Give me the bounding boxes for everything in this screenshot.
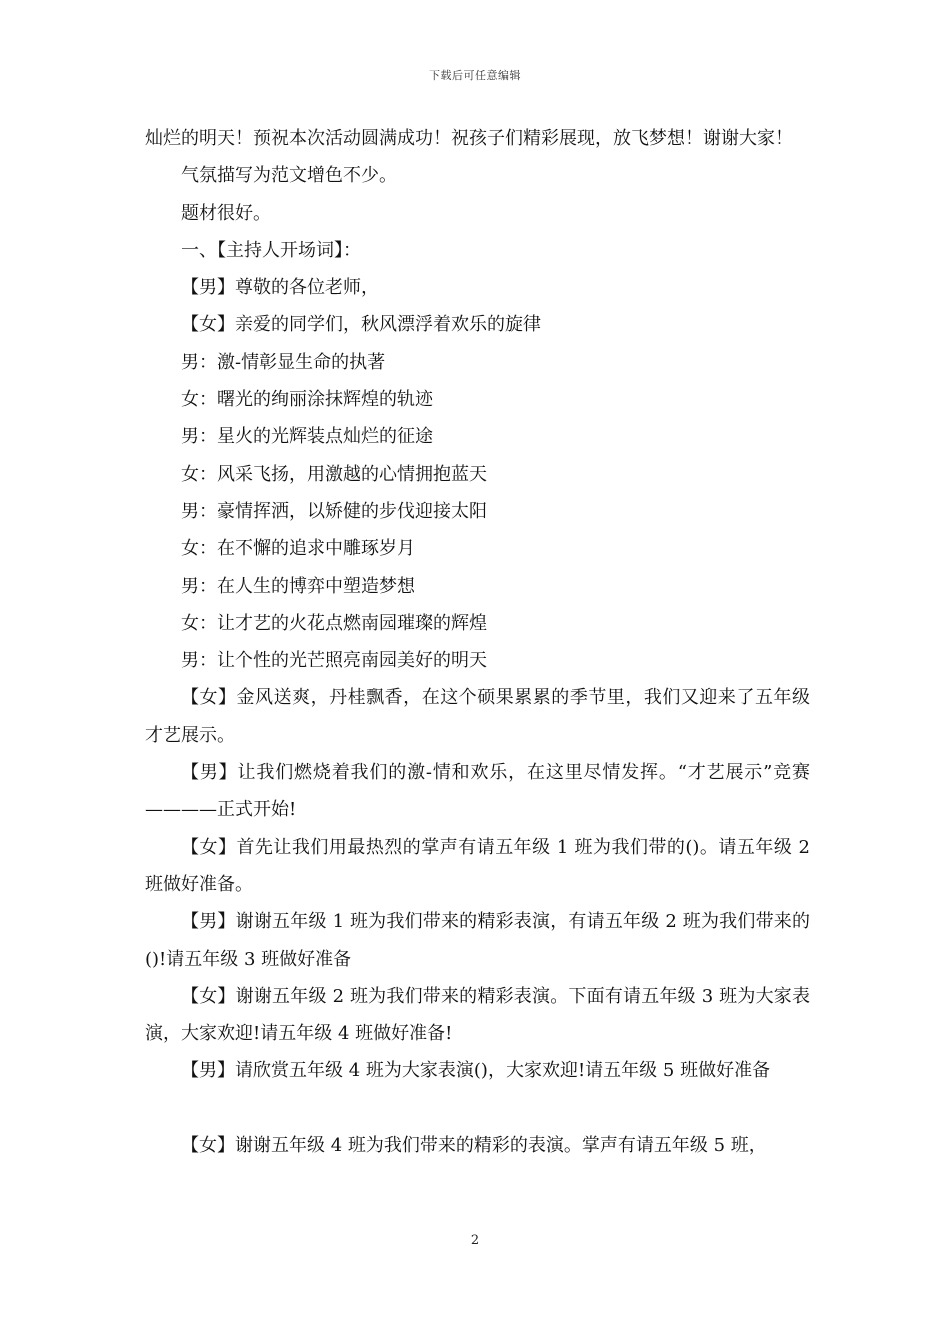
dialogue-paragraph: 【男】让我们燃烧着我们的激-情和欢乐，在这里尽情发挥。“才艺展示”竞赛————正式开始! (145, 762, 810, 821)
dialogue-paragraph: 【女】金风送爽，丹桂飘香，在这个硕果累累的季节里，我们又迎来了五年级才艺展示。 (145, 687, 810, 746)
dialogue-line: 男：豪情挥洒，以矫健的步伐迎接太阳 (181, 500, 487, 522)
section-heading: 一、【主持人开场词】： (181, 239, 361, 261)
page-number: 2 (470, 1233, 480, 1248)
dialogue-line: 男：让个性的光芒照亮南园美好的明天 (181, 650, 487, 672)
dialogue-paragraph: 【女】首先让我们用最热烈的掌声有请五年级 1 班为我们带的()。请五年级 2 班做好准备。 (145, 836, 810, 895)
dialogue-line: 【女】亲爱的同学们，秋风漂浮着欢乐的旋律 (181, 314, 541, 336)
dialogue-line: 女：让才艺的火花点燃南园璀璨的辉煌 (181, 612, 487, 634)
dialogue-line: 男：在人生的博弈中塑造梦想 (181, 575, 415, 597)
dialogue-line: 女：在不懈的追求中雕琢岁月 (181, 538, 415, 560)
dialogue-paragraph: 【男】谢谢五年级 1 班为我们带来的精彩表演，有请五年级 2 班为我们带来的()!请五年级 3 班做好准备 (145, 911, 810, 970)
document-body (145, 120, 810, 1164)
dialogue-paragraph: 【男】请欣赏五年级 4 班为大家表演()，大家欢迎!请五年级 5 班做好准备 (181, 1060, 771, 1082)
paragraph-continuation: 灿烂的明天！预祝本次活动圆满成功！祝孩子们精彩展现，放飞梦想！谢谢大家！ (145, 128, 793, 149)
dialogue-line: 男：星火的光辉装点灿烂的征途 (181, 426, 433, 448)
page-header: 下载后可任意编辑 (429, 69, 521, 82)
dialogue-line: 【男】尊敬的各位老师， (181, 277, 379, 299)
paragraph-gap (145, 1090, 810, 1127)
dialogue-line: 男：激-情彰显生命的执著 (181, 351, 386, 373)
dialogue-line: 女：曙光的绚丽涂抹辉煌的轨迹 (181, 389, 433, 411)
paragraph-comment-2: 题材很好。 (181, 202, 271, 224)
dialogue-paragraph: 【女】谢谢五年级 2 班为我们带来的精彩表演。下面有请五年级 3 班为大家表演，大家欢迎!请五年级 4 班做好准备! (145, 985, 810, 1045)
dialogue-line: 女：风采飞扬，用激越的心情拥抱蓝天 (181, 463, 487, 485)
dialogue-paragraph: 【女】谢谢五年级 4 班为我们带来的精彩的表演。掌声有请五年级 5 班， (181, 1134, 767, 1156)
paragraph-comment-1: 气氛描写为范文增色不少。 (181, 165, 397, 187)
